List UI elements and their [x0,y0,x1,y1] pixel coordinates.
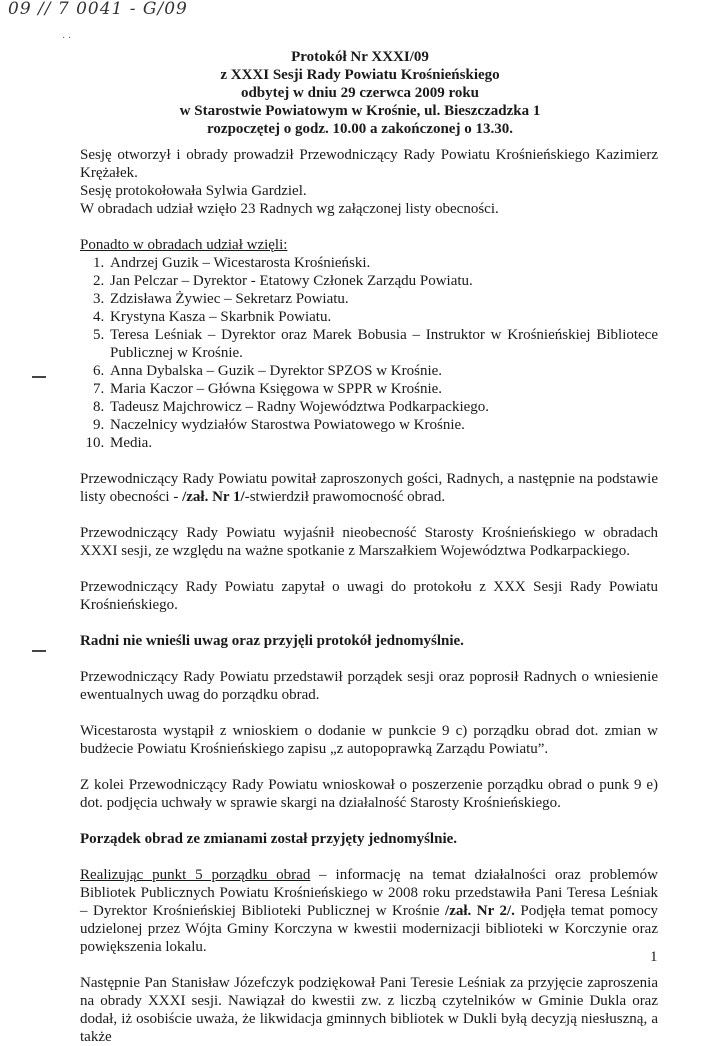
point5-text-end: Podjęła temat pomocy udzielonej przez Wójta Gminy Korczyna w kwestii modernizacji biblioteki w Korczynie oraz powiększenia lokalu. [80,903,658,955]
participant-item: 3. Zdzisława Żywiec – Sekretarz Powiatu. [108,290,658,308]
participant-item: 1. Andrzej Guzik – Wicestarosta Krośnieński. [108,254,658,272]
point5-heading: Realizując punkt 5 porządku obrad [80,867,311,883]
handwritten-reference: 09 // 7 0041 - G/09 [8,0,188,19]
participant-item: 9. Naczelnicy wydziałów Starostwa Powiatowego w Krośnie. [108,416,658,434]
page-number: 1 [650,949,658,965]
chair-motion: Z kolei Przewodniczący Rady Powiatu wnioskował o poszerzenie porządku obrad o punk 9 e) dot. podjęcia uchwały w sprawie skargi na działalność Starosty Krośnieńskiego. [80,777,658,811]
title-line-5: rozpoczętej o godz. 10.00 a zakończonej o 13.30. [207,121,513,137]
participant-item: 2. Jan Pelczar – Dyrektor - Etatowy Członek Zarządu Powiatu. [108,272,658,290]
attachment-ref-2: /zał. Nr 2/. [445,903,515,919]
intro-recorder: Sesję protokołowała Sylwia Gardziel. [80,183,307,199]
participant-item: 6. Anna Dybalska – Guzik – Dyrektor SPZOS w Krośnie. [108,362,658,380]
participants-heading: Ponadto w obradach udział wzięli: [80,237,288,253]
welcome-paragraph [80,470,658,506]
agenda-accepted: Porządek obrad ze zmianami został przyjęty jednomyślnie. [80,831,458,847]
point5-paragraph [80,866,658,956]
title-line-1: Protokół Nr XXXI/09 [291,49,429,65]
intro-opening: Sesję otworzył i obrady prowadził Przewodniczący Rady Powiatu Krośnieńskiego Kazimierz Krężałek. [80,147,658,181]
title-line-4: w Starostwie Powiatowym w Krośnie, ul. Bieszczadzka 1 [179,103,541,119]
minutes-accepted: Radni nie wnieśli uwag oraz przyjęli protokół jednomyślnie. [80,633,464,649]
attachment-ref-1: /zał. Nr 1/ [182,489,245,505]
welcome-text-end: -stwierdził prawomocność obrad. [244,489,446,505]
document-body [80,146,658,1046]
margin-mark [32,376,46,378]
participant-item: 8. Tadeusz Majchrowicz – Radny Województwa Podkarpackiego. [108,398,658,416]
point5-text: – informację na temat działalności oraz problemów Bibliotek Publicznych Powiatu Krośnieńskiego w 2008 roku przedstawiła Pani Teresa Leśniak – Dyrektor Krośnieńskiej Biblioteki Publicznej w Krośnie [80,867,658,919]
participant-item: 10. Media. [108,434,658,452]
absence-paragraph: Przewodniczący Rady Powiatu wyjaśnił nieobecność Starosty Krośnieńskiego w obradach XXXI sesji, ze względu na ważne spotkanie z Marszałkiem Województwa Podkarpackiego. [80,525,658,559]
document-title [80,48,640,138]
intro-attendance: W obradach udział wzięło 23 Radnych wg załączonej listy obecności. [80,201,499,217]
margin-mark [32,650,46,652]
vice-starost-motion: Wicestarosta wystąpił z wnioskiem o dodanie w punkcie 9 c) porządku obrad dot. zmian w budżecie Powiatu Krośnieńskiego zapisu „z autopoprawką Zarządu Powiatu”. [80,723,658,757]
participant-item: 5. Teresa Leśniak – Dyrektor oraz Marek Bobusia – Instruktor w Krośnieńskiej Bibliotece Publicznej w Krośnie. [108,326,658,362]
stray-marks: · · [62,33,72,44]
participant-item: 4. Krystyna Kasza – Skarbnik Powiatu. [108,308,658,326]
title-line-2: z XXXI Sesji Rady Powiatu Krośnieńskiego [220,67,500,83]
participant-item: 7. Maria Kaczor – Główna Księgowa w SPPR w Krośnie. [108,380,658,398]
welcome-text: Przewodniczący Rady Powiatu powitał zaproszonych gości, Radnych, a następnie na podstawie listy obecności - [80,471,658,505]
minutes-question-paragraph: Przewodniczący Rady Powiatu zapytał o uwagi do protokołu z XXX Sesji Rady Powiatu Krośnieńskiego. [80,579,658,613]
jozefczyk-paragraph: Następnie Pan Stanisław Józefczyk podziękował Pani Teresie Leśniak za przyjęcie zaproszenia na obrady XXXI sesji. Nawiązał do kwestii zw. z liczbą czytelników w Gminie Dukla oraz dodał, iż osobiście uważa, że likwidacja gminnych bibliotek w Dukli byłą decyzją niesłuszną, a także [80,975,658,1045]
participants-list [80,254,658,452]
agenda-paragraph: Przewodniczący Rady Powiatu przedstawił porządek sesji oraz poprosił Radnych o wniesienie ewentualnych uwag do porządku obrad. [80,669,658,703]
title-line-3: odbytej w dniu 29 czerwca 2009 roku [240,85,480,101]
